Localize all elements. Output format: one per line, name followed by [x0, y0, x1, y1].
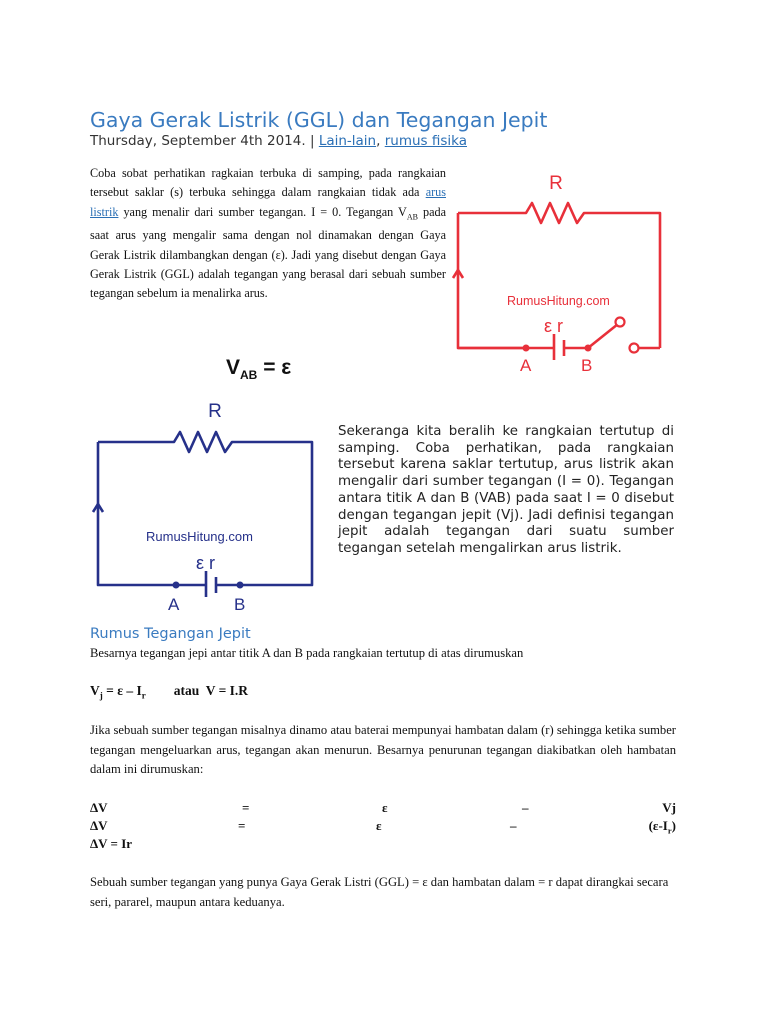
para1-text-b: yang menalir dari sumber tegangan. I = 0. Tegangan V [118, 204, 407, 219]
article-date: Thursday, September 4th 2014. [90, 133, 306, 149]
open-watermark: RumusHitung.com [507, 294, 610, 308]
eq1-isub: r [141, 690, 146, 701]
section-heading-rumus: Rumus Tegangan Jepit [90, 626, 251, 642]
formula-sub: AB [240, 368, 258, 383]
delta-v-row-3 [90, 836, 676, 854]
dv1-b: = [242, 800, 250, 815]
paragraph-series-parallel: Sebuah sumber tegangan yang punya Gaya Gerak Listri (GGL) = ε dan hambatan dalam = r dapat dirangkai secara seri, pararel, maupun antara keduanya. [90, 875, 669, 909]
meta-separator: | [309, 133, 315, 149]
category-link-lain-lain[interactable]: Lain-lain [318, 133, 377, 149]
closed-label-emf: ε r [196, 553, 216, 573]
equation-vj [90, 683, 248, 701]
paragraph-closed-circuit: Sekeranga kita beralih ke rangkaian tertutup di samping. Coba perhatikan, pada rangkaian tersebut karena saklar tertutup, arus listrik akan mengalir dari sumber tegangan (I = 0). Tegangan antara titik A dan B (VAB) pada saat I = 0 disebut dengan tegangan jepit (Vj). Jadi definisi tegangan jepit adalah tegangan dari suatu sumber tegangan setelah mengalirkan arus listrik. [338, 424, 674, 556]
open-label-b: B [581, 356, 593, 375]
category-link-rumus-fisika[interactable]: rumus fisika [384, 133, 467, 149]
eq1-v: V [90, 683, 100, 698]
formula-vab-emf [226, 356, 291, 382]
open-switch-arm [588, 324, 618, 348]
dv3-text: ΔV = Ir [90, 836, 133, 851]
delta-v-row-2 [90, 818, 676, 836]
closed-wire-left [98, 442, 206, 585]
closed-label-b: B [234, 595, 246, 614]
paragraph-internal-resistance: Jika sebuah sumber tegangan misalnya dinamo atau baterai mempunyai hambatan dalam (r) sehingga ketika sumber tegangan mengeluarkan arus, tegangan akan menurun. Besarnya penurunan tegangan diakibatkan oleh hambatan dalam ini dirumuskan: [90, 723, 676, 777]
para1-sub: AB [406, 212, 418, 222]
open-label-r: R [549, 173, 563, 194]
open-label-a: A [520, 356, 532, 375]
dv2-e-group [649, 818, 676, 836]
eq1-alt: atau V = I.R [173, 683, 249, 698]
dv2-esub: r [667, 825, 672, 836]
eq1-vsub: j [99, 690, 103, 701]
open-switch-contact-1 [616, 318, 625, 327]
dv2-eend: ) [671, 818, 676, 833]
article-title: Gaya Gerak Listrik (GGL) dan Tegangan Jepit [90, 108, 548, 132]
para1-text-c: pada saat arus yang mengalir sama dengan nol dinamakan dengan Gaya Gerak Listrik dilambangkan dengan (ε). Jadi yang disebut dengan Gaya Gerak Listrik (GGL) adalah tegangan yang berasal dari sebuah sumber tegangan sebelum ia menalirka arus. [90, 204, 446, 301]
para1-text-a: Coba sobat perhatikan ragkaian terbuka di samping, pada rangkaian tersebut saklar (s) terbuka sehingga dalam rangkaian tidak ada [90, 166, 446, 200]
dv2-d: – [510, 818, 517, 833]
open-node-b [585, 345, 592, 352]
closed-watermark: RumusHitung.com [146, 529, 253, 544]
eq1-mid: = ε – I [102, 683, 142, 698]
formula-rest: = ε [257, 356, 292, 379]
closed-label-r: R [208, 401, 222, 422]
dv1-d: – [522, 800, 529, 815]
formula-v: V [226, 356, 241, 379]
category-separator: , [376, 133, 381, 149]
delta-v-row-1 [90, 800, 676, 818]
paragraph-formula-intro: Besarnya tegangan jepi antar titik A dan B pada rangkaian tertutup di atas dirumuskan [90, 646, 524, 660]
dv1-e: Vj [662, 800, 676, 815]
dv1-a: ΔV [90, 800, 108, 815]
arus-listrik-link[interactable]: arus listrik [90, 185, 446, 219]
paragraph-open-circuit [90, 164, 446, 304]
open-switch-contact-2 [630, 344, 639, 353]
dv1-c: ε [382, 800, 388, 815]
open-node-a [523, 345, 530, 352]
closed-circuit-diagram [90, 396, 330, 618]
dv2-a: ΔV [90, 818, 108, 833]
dv2-e: (ε-I [648, 818, 668, 833]
dv2-c: ε [376, 818, 382, 833]
open-label-emf: ε r [544, 316, 564, 336]
open-wire-left [458, 213, 554, 348]
closed-node-a [173, 582, 180, 589]
article-meta [90, 133, 467, 149]
dv2-b: = [238, 818, 246, 833]
closed-label-a: A [168, 595, 180, 614]
closed-node-b [237, 582, 244, 589]
open-circuit-diagram [448, 170, 678, 380]
